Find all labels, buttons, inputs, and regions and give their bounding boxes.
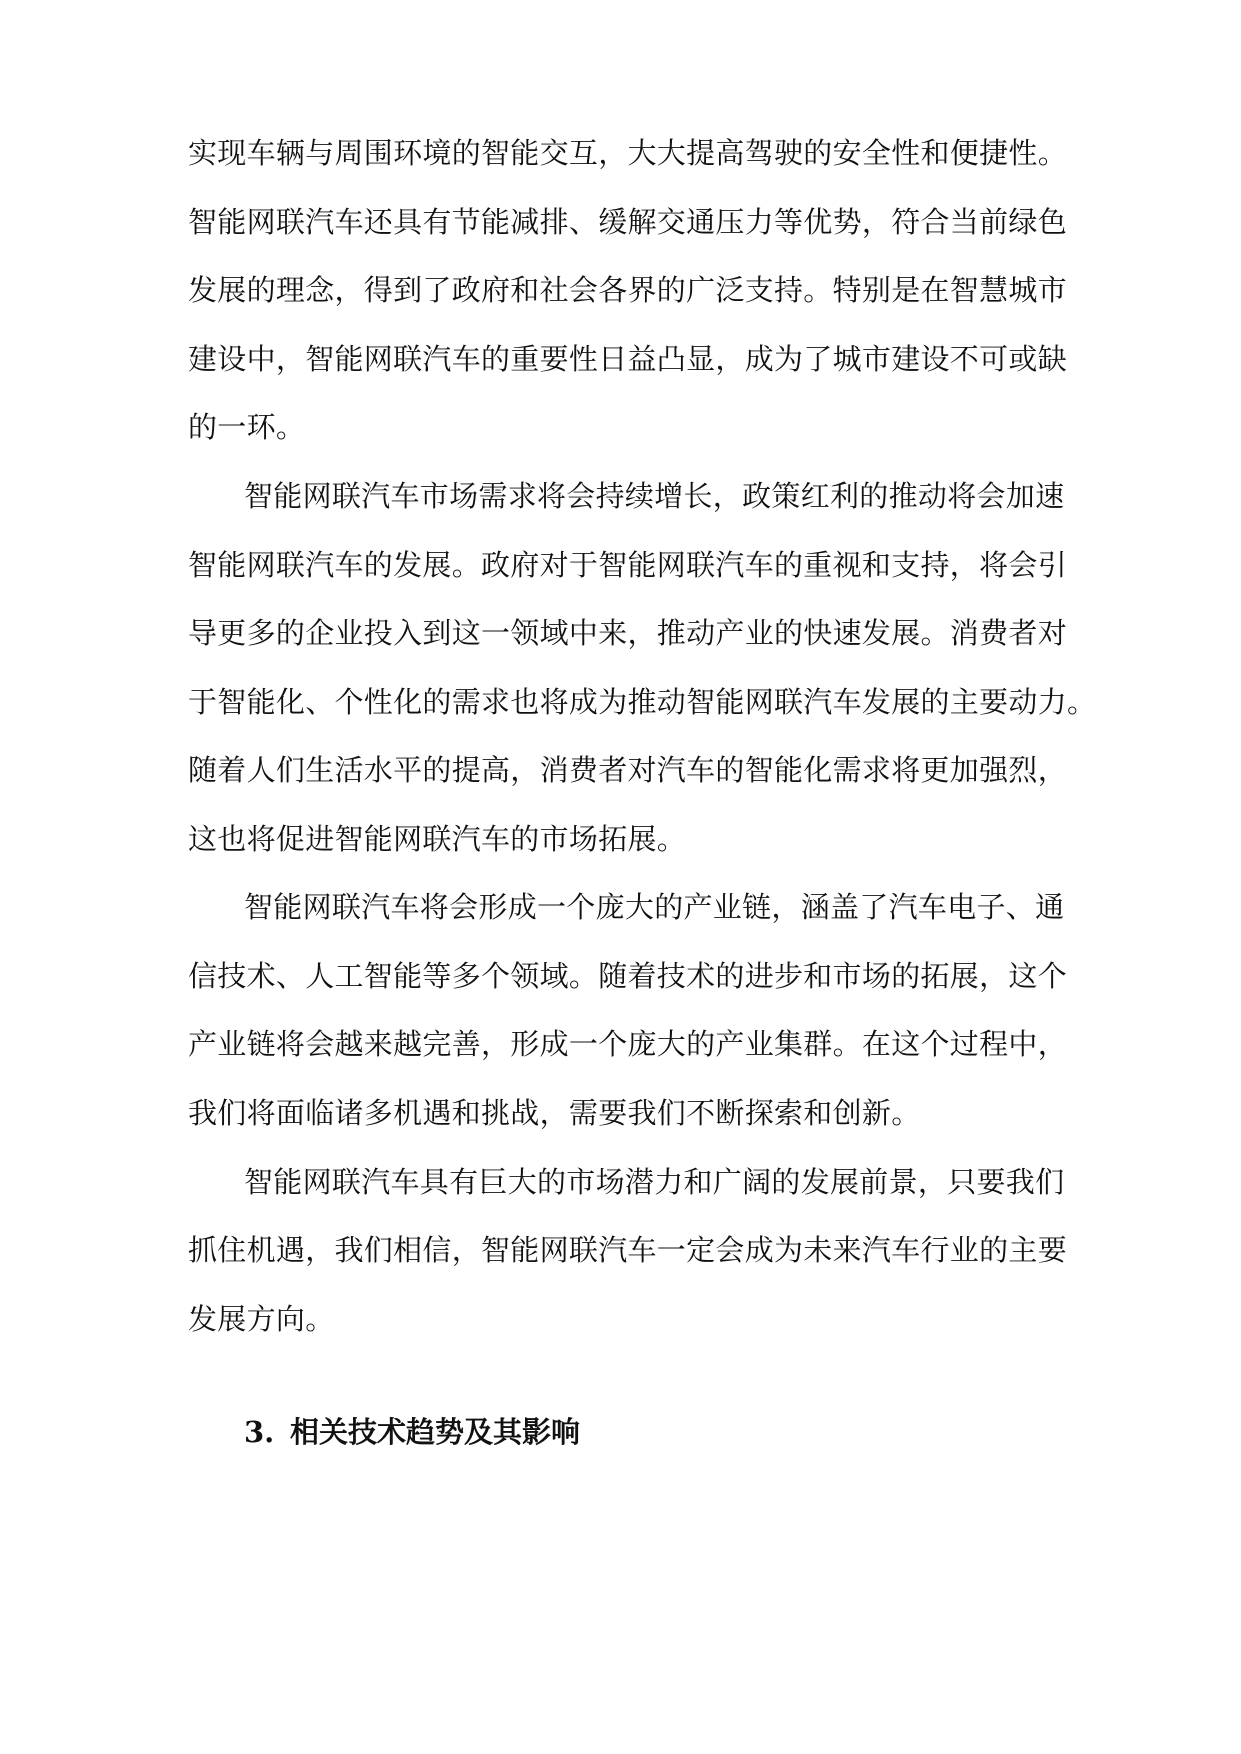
text-line: 我们将面临诸多机遇和挑战，需要我们不断探索和创新。 [188,1096,921,1130]
text-line: 这也将促进智能网联汽车的市场拓展。 [188,822,687,856]
text-line: 智能网联汽车还具有节能减排、缓解交通压力等优势，符合当前绿色 [188,205,1068,239]
text-line: 信技术、人工智能等多个领域。随着技术的进步和市场的拓展，这个 [188,959,1068,993]
text-line: 发展的理念，得到了政府和社会各界的广泛支持。特别是在智慧城市 [188,273,1068,307]
section-number: 3. [244,1415,275,1449]
text-line: 实现车辆与周围环境的智能交互，大大提高驾驶的安全性和便捷性。 [188,136,1068,170]
text-line: 智能网联汽车的发展。政府对于智能网联汽车的重视和支持，将会引 [188,548,1068,582]
section-title: 相关技术趋势及其影响 [290,1415,581,1449]
text-line: 随着人们生活水平的提高，消费者对汽车的智能化需求将更加强烈， [188,753,1068,787]
text-line: 导更多的企业投入到这一领域中来，推动产业的快速发展。消费者对 [188,616,1068,650]
text-line: 于智能化、个性化的需求也将成为推动智能网联汽车发展的主要动力。 [188,685,1097,719]
text-line: 智能网联汽车将会形成一个庞大的产业链，涵盖了汽车电子、通 [244,890,1065,924]
text-line: 发展方向。 [188,1302,335,1336]
text-line: 建设中，智能网联汽车的重要性日益凸显，成为了城市建设不可或缺 [188,342,1068,376]
text-line: 产业链将会越来越完善，形成一个庞大的产业集群。在这个过程中， [188,1027,1068,1061]
text-line: 抓住机遇，我们相信，智能网联汽车一定会成为未来汽车行业的主要 [188,1233,1068,1267]
text-line: 智能网联汽车具有巨大的市场潜力和广阔的发展前景，只要我们 [244,1165,1065,1199]
text-line: 智能网联汽车市场需求将会持续增长，政策红利的推动将会加速 [244,479,1065,513]
text-line: 的一环。 [188,410,306,444]
section-heading [244,1410,580,1454]
